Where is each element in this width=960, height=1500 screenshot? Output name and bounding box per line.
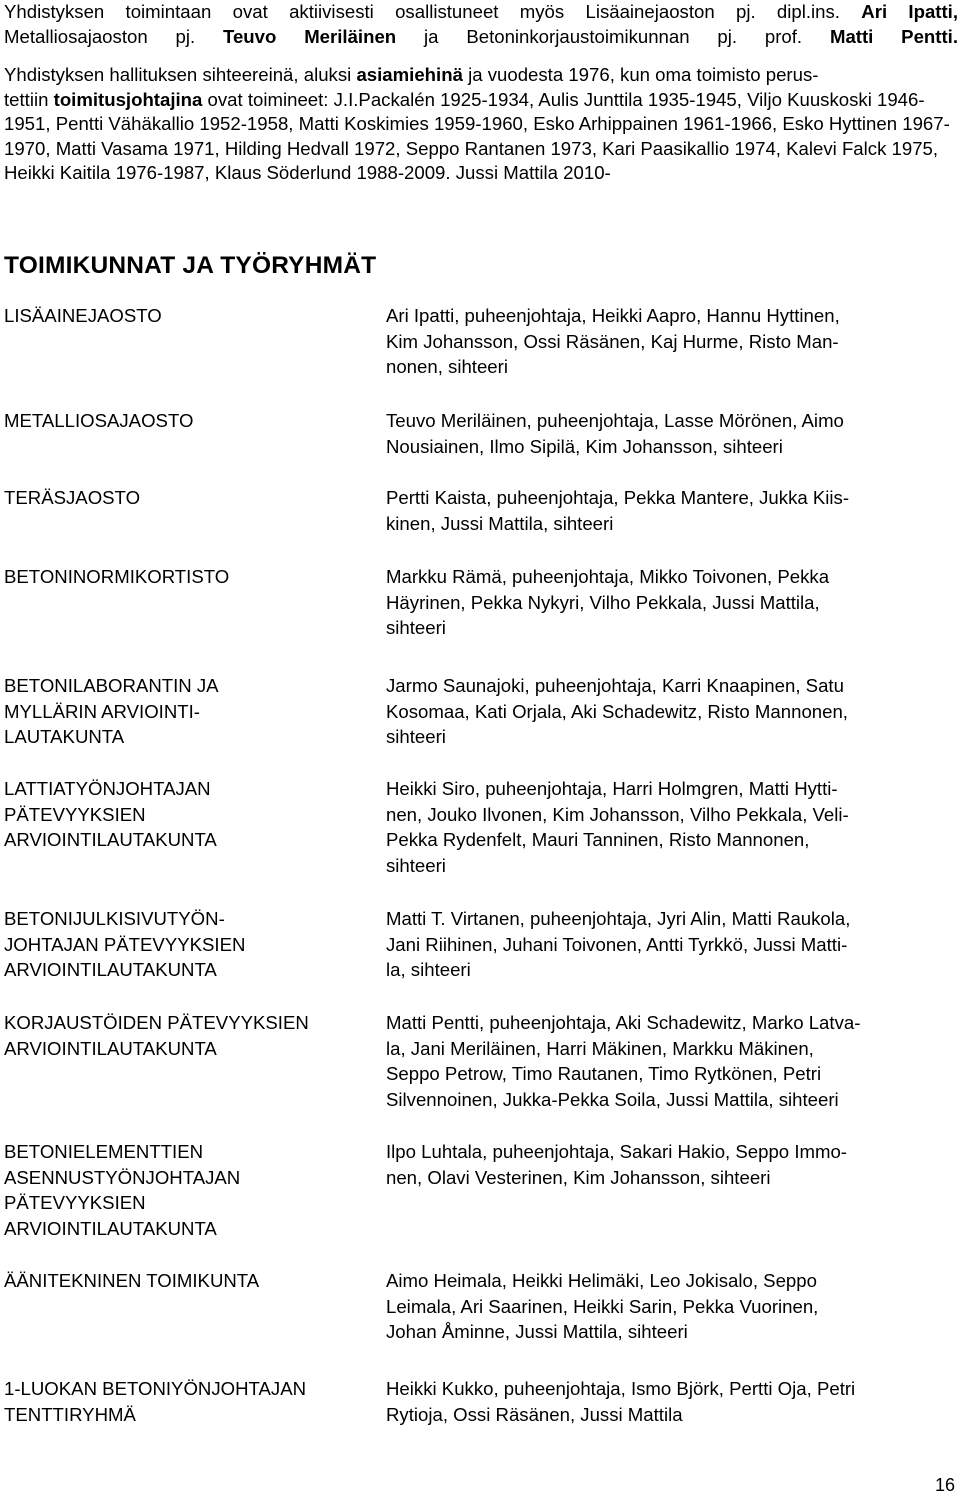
- committee-name: [4, 564, 229, 590]
- committee-members-line: Jarmo Saunajoki, puheenjohtaja, Karri Knaapinen, Satu: [386, 675, 844, 696]
- committee-name-line: JOHTAJAN PÄTEVYYKSIEN: [4, 933, 246, 955]
- committee-members: [386, 1010, 860, 1112]
- committee-name: [4, 1139, 240, 1241]
- intro-text-run: tettiin: [4, 88, 49, 110]
- intro-paragraph-2: [4, 63, 958, 186]
- committee-members: [386, 673, 848, 750]
- committee-members-line: sihteeri: [386, 854, 446, 876]
- intro-text: [4, 0, 958, 186]
- intro-bold-term: toimitusjohtajina: [53, 88, 203, 110]
- committee-members-line: Teuvo Meriläinen, puheenjohtaja, Lasse Mörönen, Aimo: [386, 410, 844, 431]
- committee-name-line: ARVIOINTILAUTAKUNTA: [4, 1037, 217, 1059]
- committee-name: [4, 408, 193, 434]
- committee-name-line: METALLIOSAJAOSTO: [4, 410, 194, 431]
- committee-members: [386, 564, 829, 641]
- intro-bold-name: Matti Pentti.: [829, 25, 958, 47]
- committee-name-line: BETONINORMIKORTISTO: [4, 566, 230, 587]
- committee-members: [386, 303, 840, 380]
- committee-name-line: ÄÄNITEKNINEN TOIMIKUNTA: [4, 1270, 260, 1291]
- intro-text-run: Metalliosajaoston pj.: [4, 25, 196, 47]
- committee-members-line: Johan Åminne, Jussi Mattila, sihteeri: [386, 1321, 688, 1343]
- committee-members-line: Heikki Kukko, puheenjohtaja, Ismo Björk, Pertti Oja, Petri: [386, 1378, 856, 1399]
- committee-members-line: la, sihteeri: [386, 959, 471, 981]
- committee-members-line: Ari Ipatti, puheenjohtaja, Heikki Aapro, Hannu Hyttinen,: [386, 305, 840, 326]
- committee-members: [386, 1268, 818, 1345]
- committee-name-line: LATTIATYÖNJOHTAJAN: [4, 778, 211, 799]
- intro-bold-name: Teuvo Meriläinen: [222, 25, 397, 47]
- committee-members-line: Heikki Siro, puheenjohtaja, Harri Holmgren, Matti Hytti-: [386, 778, 838, 799]
- committee-members-line: la, Jani Meriläinen, Harri Mäkinen, Markku Mäkinen,: [386, 1037, 814, 1059]
- committee-members-line: Silvennoinen, Jukka-Pekka Soila, Jussi Mattila, sihteeri: [386, 1088, 839, 1110]
- committee-members-line: sihteeri: [386, 617, 446, 639]
- committee-members-line: nen, Jouko Ilvonen, Kim Johansson, Vilho Pekkala, Veli-: [386, 803, 849, 825]
- intro-bold-term: asiamiehinä: [356, 64, 463, 85]
- committee-name: [4, 906, 245, 983]
- committee-members-line: Häyrinen, Pekka Nykyri, Vilho Pekkala, Jussi Mattila,: [386, 591, 820, 613]
- committee-name: [4, 485, 140, 511]
- committee-members-line: Matti T. Virtanen, puheenjohtaja, Jyri Alin, Matti Raukola,: [386, 908, 851, 929]
- committee-name-line: ARVIOINTILAUTAKUNTA: [4, 959, 217, 981]
- intro-text-run: Yhdistyksen hallituksen sihteereinä, aluksi: [4, 64, 352, 85]
- committee-name-line: ARVIOINTILAUTAKUNTA: [4, 1217, 217, 1239]
- committee-name-line: TERÄSJAOSTO: [4, 487, 141, 508]
- committee-members-line: Aimo Heimala, Heikki Helimäki, Leo Jokisalo, Seppo: [386, 1270, 817, 1291]
- committee-name: [4, 1268, 259, 1294]
- committee-name: [4, 776, 217, 853]
- committee-members: [386, 906, 850, 983]
- committee-name-line: BETONILABORANTIN JA: [4, 675, 219, 696]
- committee-members-line: sihteeri: [386, 726, 446, 748]
- committee-name-line: BETONIJULKISIVUTYÖN-: [4, 908, 225, 929]
- intro-text-run: Yhdistyksen toimintaan ovat aktiivisesti osallistuneet myös Lisäainejaoston pj. dipl.ins.: [4, 1, 840, 22]
- committee-members-line: Kim Johansson, Ossi Räsänen, Kaj Hurme, Risto Man-: [386, 330, 839, 352]
- committee-name-line: LISÄAINEJAOSTO: [4, 305, 162, 326]
- committee-name: [4, 1010, 309, 1061]
- committee-members-line: Jani Riihinen, Juhani Toivonen, Antti Tyrkkö, Jussi Matti-: [386, 933, 848, 955]
- committee-members-line: Nousiainen, Ilmo Sipilä, Kim Johansson, sihteeri: [386, 435, 783, 457]
- committee-name-line: MYLLÄRIN ARVIOINTI-: [4, 700, 200, 722]
- committee-name-line: 1-LUOKAN BETONIYÖNJOHTAJAN: [4, 1378, 307, 1399]
- intro-text-run: ja vuodesta 1976, kun oma toimisto perus-: [468, 64, 819, 85]
- committee-name-line: ARVIOINTILAUTAKUNTA: [4, 829, 217, 851]
- committee-name-line: LAUTAKUNTA: [4, 726, 125, 748]
- page-number: 16: [934, 1475, 955, 1495]
- committee-members-line: Seppo Petrow, Timo Rautanen, Timo Rytkönen, Petri: [386, 1063, 822, 1085]
- committee-members-line: nen, Olavi Vesterinen, Kim Johansson, sihteeri: [386, 1166, 771, 1188]
- committee-members-line: Pekka Rydenfelt, Mauri Tanninen, Risto Mannonen,: [386, 829, 810, 851]
- committee-name-line: ASENNUSTYÖNJOHTAJAN: [4, 1166, 241, 1188]
- committee-members-line: Kosomaa, Kati Orjala, Aki Schadewitz, Risto Mannonen,: [386, 700, 848, 722]
- committee-name: [4, 303, 162, 329]
- committee-name: [4, 673, 219, 750]
- committee-name-line: PÄTEVYYKSIEN: [4, 1192, 146, 1214]
- committee-members-line: Pertti Kaista, puheenjohtaja, Pekka Mantere, Jukka Kiis-: [386, 487, 850, 508]
- committee-members: [386, 776, 849, 878]
- committee-members-line: Leimala, Ari Saarinen, Heikki Sarin, Pekka Vuorinen,: [386, 1295, 819, 1317]
- committee-members-line: Matti Pentti, puheenjohtaja, Aki Schadewitz, Marko Latva-: [386, 1012, 861, 1033]
- committee-members-line: Rytioja, Ossi Räsänen, Jussi Mattila: [386, 1403, 683, 1425]
- committee-members-line: nonen, sihteeri: [386, 356, 508, 378]
- committee-name: [4, 1376, 306, 1427]
- committee-name-line: KORJAUSTÖIDEN PÄTEVYYKSIEN: [4, 1012, 309, 1033]
- committee-members-line: Markku Rämä, puheenjohtaja, Mikko Toivonen, Pekka: [386, 566, 830, 587]
- committee-name-line: BETONIELEMENTTIEN: [4, 1141, 204, 1162]
- committee-members-line: kinen, Jussi Mattila, sihteeri: [386, 512, 614, 534]
- intro-bold-name: Ari Ipatti,: [861, 1, 959, 22]
- committee-members: [386, 1376, 855, 1427]
- committee-members: [386, 408, 844, 459]
- committee-members: [386, 1139, 847, 1190]
- committee-name-line: TENTTIRYHMÄ: [4, 1403, 136, 1425]
- section-heading: TOIMIKUNNAT JA TYÖRYHMÄT: [4, 252, 377, 279]
- committee-members-line: Ilpo Luhtala, puheenjohtaja, Sakari Hakio, Seppo Immo-: [386, 1141, 847, 1162]
- committee-members: [386, 485, 849, 536]
- intro-text-run: ja Betoninkorjaustoimikunnan pj. prof.: [424, 25, 803, 47]
- intro-paragraph-1: [4, 0, 958, 49]
- committee-name-line: PÄTEVYYKSIEN: [4, 803, 146, 825]
- intro-text-run: ovat toimineet: J.I.Packalén 1925-1934, Aulis Junttila 1935-1945, Viljo Kuuskoski 1946-1951, Pentti Vähäkallio 1952-1958, Matti Koskimies 1959-1960, Esko Arhippainen 1961-1966, Esko Hyttinen 1967-1970, Matti Vasama 1971, Hilding Hedvall 1972, Seppo Rantanen 1973, Kari Paasikallio 1974, Kalevi Falck 1975, Heikki Kaitila 1976-1987, Klaus Söderlund 1988-2009. Jussi Mattila 2010-: [4, 88, 950, 183]
